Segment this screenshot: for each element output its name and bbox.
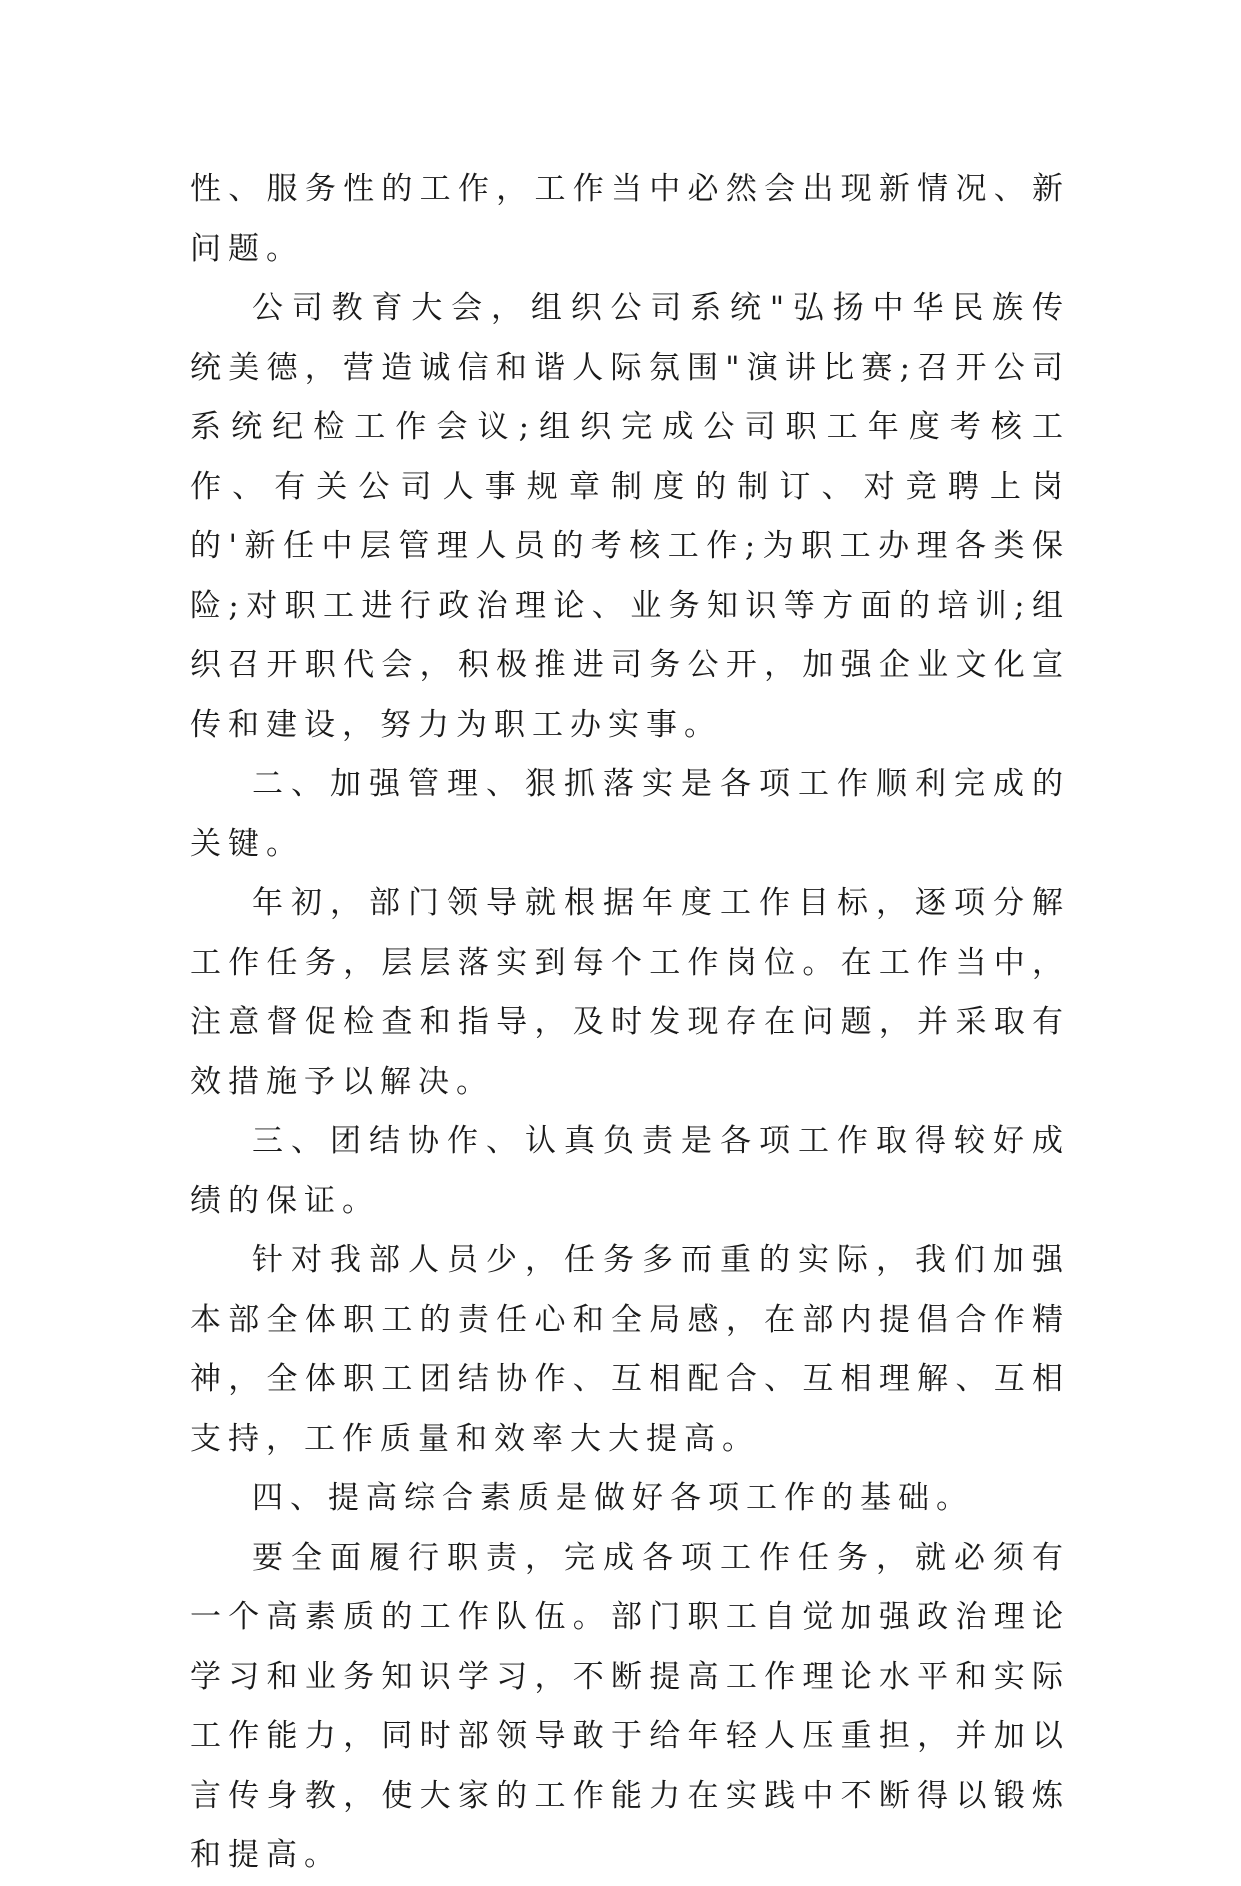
heading-section-two: 二、加强管理、狠抓落实是各项工作顺利完成的关键。 bbox=[190, 766, 1070, 862]
paragraph-teamwork: 针对我部人员少，任务多而重的实际，我们加强本部全体职工的责任心和全局感，在部内提倡合作精神，全体职工团结协作、互相配合、互相理解、互相支持，工作质量和效率大大提高。 bbox=[190, 1242, 1070, 1457]
heading-section-three: 三、团结协作、认真负责是各项工作取得较好成绩的保证。 bbox=[190, 1123, 1070, 1219]
paragraph-company-activities: 公司教育大会，组织公司系统"弘扬中华民族传统美德，营造诚信和谐人际氛围"演讲比赛;召开公司系统纪检工作会议;组织完成公司职工年度考核工作、有关公司人事规章制度的制订、对竞聘上岗的'新任中层管理人员的考核工作;为职工办理各类保险;对职工进行政治理论、业务知识等方面的培训;组织召开职代会，积极推进司务公开，加强企业文化宣传和建设，努力为职工办实事。 bbox=[190, 290, 1070, 743]
paragraph-task-breakdown: 年初，部门领导就根据年度工作目标，逐项分解工作任务，层层落实到每个工作岗位。在工作当中，注意督促检查和指导，及时发现存在问题，并采取有效措施予以解决。 bbox=[190, 885, 1070, 1100]
paragraph-continuation: 性、服务性的工作，工作当中必然会出现新情况、新问题。 bbox=[190, 171, 1070, 267]
heading-section-four: 四、提高综合素质是做好各项工作的基础。 bbox=[252, 1480, 974, 1516]
document-body bbox=[190, 160, 1070, 1886]
paragraph-quality-team: 要全面履行职责，完成各项工作任务，就必须有一个高素质的工作队伍。部门职工自觉加强政治理论学习和业务知识学习，不断提高工作理论水平和实际工作能力，同时部领导敢于给年轻人压重担，并加以言传身教，使大家的工作能力在实践中不断得以锻炼和提高。 bbox=[190, 1539, 1070, 1873]
